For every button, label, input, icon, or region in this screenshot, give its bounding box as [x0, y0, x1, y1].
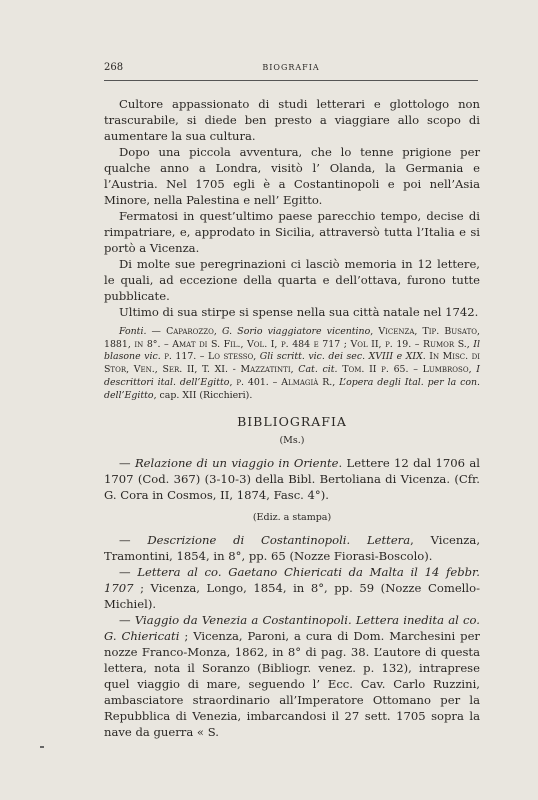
manuscripts-label: (Ms.) [279, 435, 305, 447]
body-paragraph: Fermatosi in quest’ultimo paese parecchio tempo, decise di rimpatriare, e, approdato in Sicilia, attraversò tutta l’Italia e si portò a Vicenza. [104, 209, 480, 255]
entry-text: . Lettere 12 dal 1706 al 1707 (Cod. 367) (3-10-3) della Bibl. Bertoliana di Vicenza. (Cfr. G. Cora in Cosmos, II, 1874, Fasc. 4°). [104, 456, 480, 503]
entry-dash: — [119, 533, 148, 548]
entry-title: Descrizione di Costantinopoli. Lettera [147, 533, 411, 548]
bibliography-entry [104, 612, 480, 740]
entry-dash: — [119, 565, 138, 580]
sources-title: I descrittori ital. dell’Egitto [104, 364, 480, 388]
body-paragraph: Ultimo di sua stirpe si spense nella sua città natale nel 1742. [119, 305, 479, 319]
entry-title: Lettera al co. Gaetano Chiericati da Malta il 14 febbr. 1707 [104, 565, 480, 596]
bibliography-heading: BIBLIOGRAFIA [237, 414, 347, 430]
entry-title: Relazione di un viaggio in Oriente [134, 456, 339, 471]
body-paragraph: Di molte sue peregrinazioni ci lasciò memoria in 12 lettere, le quali, ad eccezione della quarta e dell’ottava, furono tutte pubblicate. [104, 257, 480, 303]
entry-text: ; Vicenza, Longo, 1854, in 8°, pp. 59 (Nozze Comello-Michiel). [104, 581, 480, 612]
bibliography-entry [104, 564, 480, 612]
bibliography-entry [104, 455, 480, 503]
sources-text: , Vicenza, Tip. Busato, 1881, in 8°. – Amat di S. Fil., Vol. I, p. 484 e 717 ; Vol II, p. 19. – Rumor S., [104, 326, 480, 350]
sources-title: L’opera degli Ital. per la con. dell’Egitto [104, 376, 480, 401]
page-header [104, 62, 478, 76]
sources-text: — Caparozzo, [146, 326, 223, 337]
printed-entries [104, 532, 480, 740]
sources-title: G. Sorio viaggiatore vicentino [222, 326, 371, 337]
page-body [104, 96, 480, 740]
entry-dash: — [119, 613, 135, 628]
page-number: 268 [104, 62, 124, 73]
entry-dash: — [119, 456, 135, 471]
sources-title: Cat. cit. [298, 364, 338, 376]
sources-text: , cap. XII (Ricchieri). [153, 389, 253, 401]
body-paragraph: Dopo una piccola avventura, che lo tenne prigione per qualche anno a Londra, visitò l’ Olanda, la Germania e l’Austria. Nel 1705 egli è a Costantinopoli e poi nell’Asia Minore, nella Palestina e nell’ Egitto. [104, 145, 480, 207]
sources-text: p. 117. – Lo stesso, [160, 351, 260, 363]
sources-note [104, 326, 480, 402]
body-paragraph: Cultore appassionato di studi letterari e glottologo non trascurabile, si diede ben presto a viaggiare allo scopo di aumentare la sua cultura. [104, 97, 480, 143]
entry-text: ; Vicenza, Paroni, a cura di Dom. Marchesini per nozze Franco-Monza, 1862, in 8° di pag. 38. L’autore di questa lettera, nota il Soranzo (Bibliogr. venez. p. 132), intraprese quel viaggio di mare, seguendo l’ Ecc. Cav. Carlo Ruzzini, ambasciatore straordinario all’Imperatore Ottomano per la Repubblica di Venezia, imbarcandosi il 27 sett. 1705 sopra la nave da guerra « S. [104, 629, 480, 740]
paper-speck [40, 746, 44, 748]
sources-title: Il blasone vic. [104, 338, 480, 363]
running-head: BIOGRAFIA [262, 63, 320, 72]
bibliography-entry [104, 532, 480, 564]
sources-text: . In Misc. di Stor, Ven., Ser. II, T. XI. - Mazzatinti, [104, 351, 481, 376]
header-rule [104, 80, 478, 81]
sources-label: Fonti. [119, 326, 147, 337]
sources-text: , p. 401. – Almagià R., [229, 376, 340, 388]
entry-text: , Vicenza, Tramontini, 1854, in 8°, pp. 65 (Nozze Fiorasi-Boscolo). [104, 533, 480, 564]
manuscript-entries [104, 455, 480, 503]
printed-editions-label: (Ediz. a stampa) [252, 512, 332, 524]
sources-title: Gli scritt. vic. dei sec. XVIII e XIX [259, 351, 423, 363]
entry-title: Viaggio da Venezia a Costantinopoli. Lettera inedita al co. G. Chiericati [104, 613, 480, 644]
sources-text: Tom. II p. 65. – Lumbroso, [337, 364, 477, 376]
